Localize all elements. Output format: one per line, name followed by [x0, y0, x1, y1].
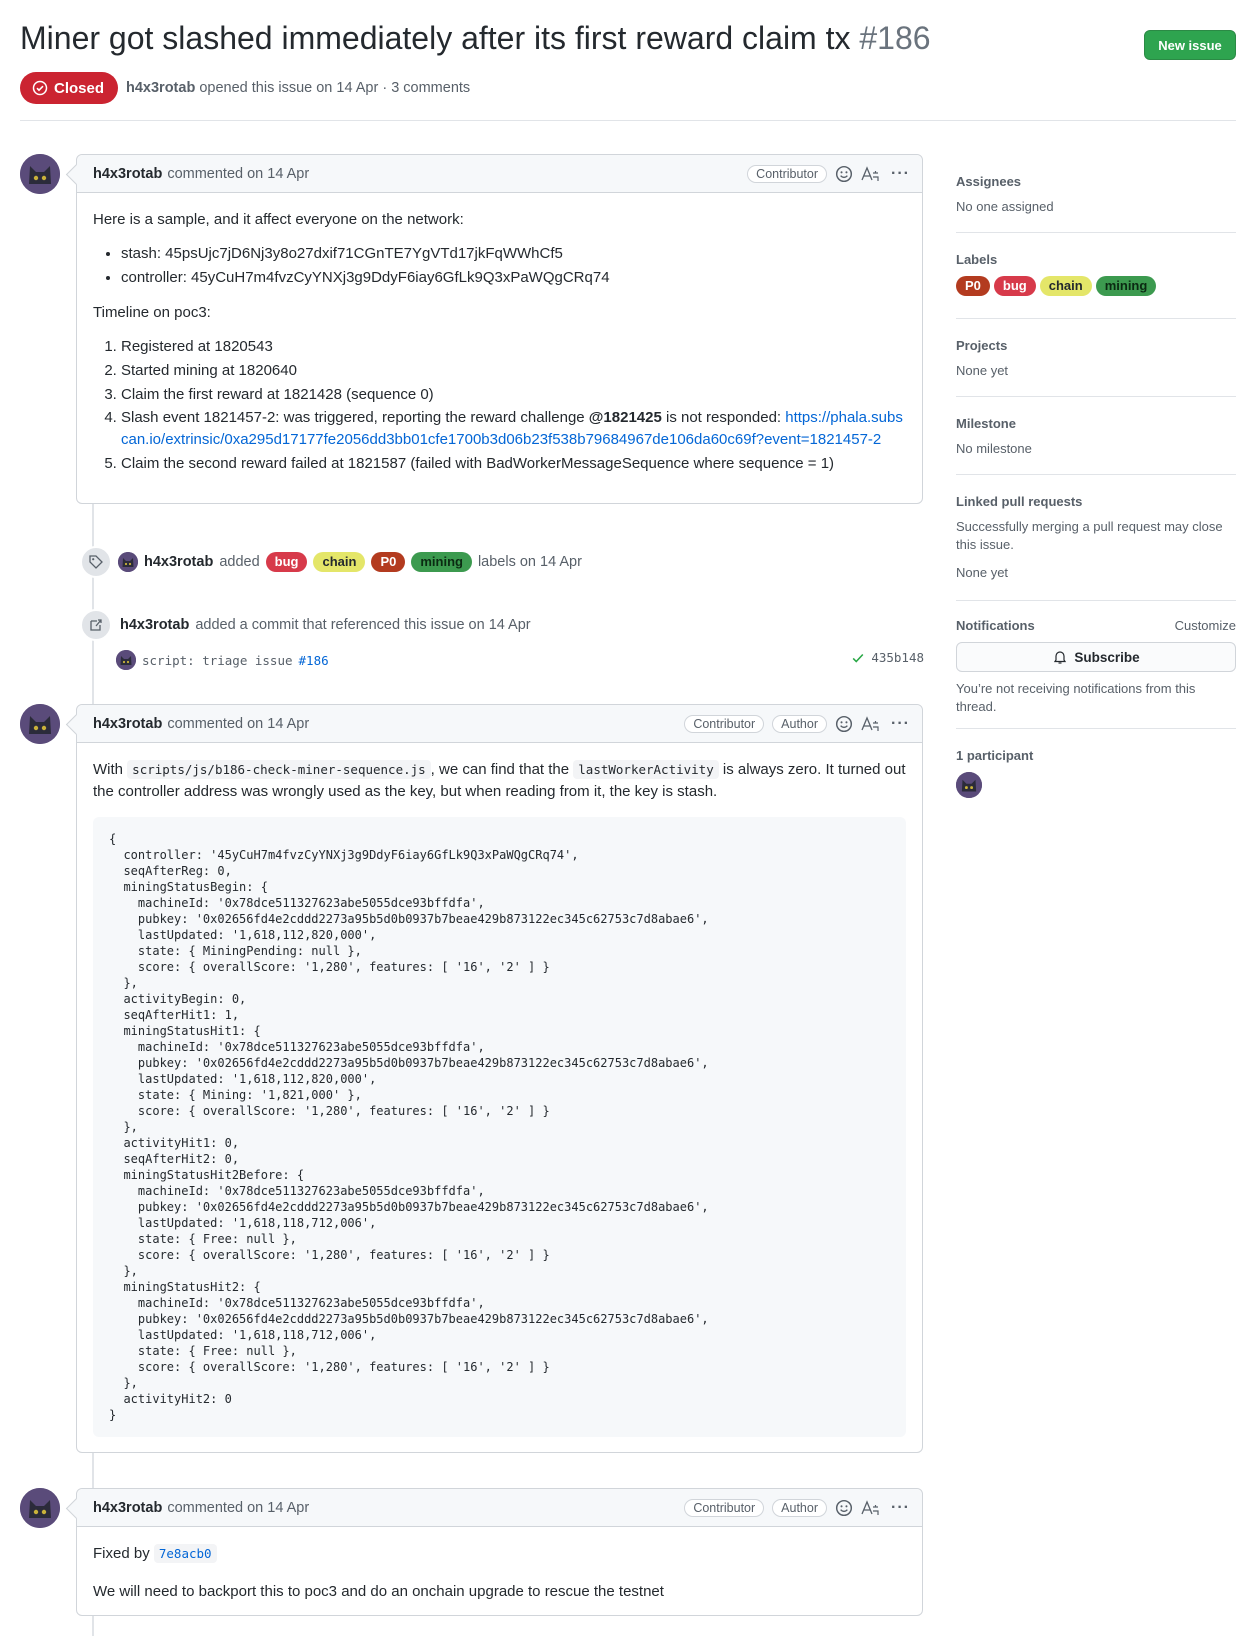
translate-icon[interactable] — [861, 165, 879, 183]
script-path-code: scripts/js/b186-check-miner-sequence.js — [127, 760, 431, 779]
cat-avatar-icon — [20, 154, 60, 194]
avatar[interactable] — [20, 154, 60, 194]
customize-link[interactable]: Customize — [1174, 618, 1236, 633]
label-p0[interactable]: P0 — [371, 552, 405, 572]
milestone-title[interactable]: Milestone — [956, 416, 1016, 431]
timeline-steps — [93, 336, 906, 475]
assignees-value: No one assigned — [956, 199, 1054, 214]
milestone-value: No milestone — [956, 441, 1032, 456]
list-item: • stash: 45psUjc7jD6Nj3y8o27dxif71CGnTE7YgVTd17jkFqWWhCf5 — [121, 243, 906, 265]
issue-author-link[interactable]: h4x3rotab — [126, 80, 196, 96]
field-name-code: lastWorkerActivity — [573, 760, 718, 779]
text-part: is always zero. It turned out the controller address was wrongly used as the key, but when reading from it, the key is stash. — [93, 761, 906, 800]
issue-state-badge — [20, 72, 118, 104]
translate-icon[interactable] — [861, 1499, 879, 1517]
commit-message[interactable]: script: triage issue — [142, 652, 293, 668]
comment-author[interactable]: h4x3rotab — [93, 1499, 163, 1516]
avatar[interactable] — [118, 552, 138, 572]
sidebar-divider — [956, 396, 1236, 397]
sidebar-linked-prs — [956, 494, 1236, 583]
issue-title — [20, 18, 931, 60]
avatar[interactable] — [20, 1488, 60, 1528]
subscribe-button[interactable] — [956, 642, 1236, 672]
step4-tail: is not responded: — [666, 409, 782, 427]
cat-avatar-icon — [20, 704, 60, 744]
smiley-icon[interactable] — [835, 715, 853, 733]
tag-icon — [80, 546, 112, 578]
label-p0[interactable]: P0 — [956, 276, 990, 296]
check-icon — [851, 651, 865, 665]
contributor-badge: Contributor — [747, 165, 827, 183]
comment-date[interactable]: commented on 14 Apr — [167, 715, 310, 732]
sidebar-participants — [956, 748, 1236, 798]
header-divider — [20, 120, 1236, 121]
commit-row — [116, 650, 924, 670]
avatar[interactable] — [956, 772, 982, 798]
commit-event — [80, 609, 531, 641]
cross-reference-icon — [80, 609, 112, 641]
assignees-title[interactable]: Assignees — [956, 174, 1022, 189]
comment-header — [77, 1489, 922, 1527]
label-mining[interactable]: mining — [1096, 276, 1157, 296]
contributor-badge: Contributor — [684, 1499, 764, 1517]
comment-actions — [747, 155, 910, 193]
comment-intro: Here is a sample, and it affect everyone on the network: — [93, 211, 464, 228]
block-mention: @1821425 — [588, 409, 662, 427]
code-block: { controller: '45yCuH7m4fvzCyYNXj3g9DdyF6iay6GfLk9Q3xPaWQgCRq74', seqAfterReg: 0, miningStatusBegin: { machineId: '0x78dce511327623abe5055dce93bffdfa', pubkey: '0x02656fd4e2cddd2273a95b5d0b0937b7beae429b873122ec345c62753c7d8abae6', lastUpdated: '1,618,112,820,000', state: { MiningPending: null }, score: { overallScore: '1,280', features: [ '16', '2' ] } }, activityBegin: 0, seqAfterHit1: 1, miningStatusHit1: { machineId: '0x78dce511327623abe5055dce93bffdfa', pubkey: '0x02656fd4e2cddd2273a95b5d0b0937b7beae429b873122ec345c62753c7d8abae6', lastUpdated: '1,618,112,820,000', state: { Mining: '1,821,000' }, score: { overallScore: '1,280', features: [ '16', '2' ] } }, activityHit1: 0, seqAfterHit2: 0, miningStatusHit2Before: { machineId: '0x78dce511327623abe5055dce93bffdfa', pubkey: '0x02656fd4e2cddd2273a95b5d0b0937b7beae429b873122ec345c62753c7d8abae6', lastUpdated: '1,618,118,712,006', state: { Free: null }, score: { overallScore: '1,280', features: [ '16', '2' ] } }, miningStatusHit2: { machineId: '0x78dce511327623abe5055dce93bffdfa', pubkey: '0x02656fd4e2cddd2273a95b5d0b0937b7beae429b873122ec345c62753c7d8abae6', lastUpdated: '1,618,118,712,006', state: { Free: null }, score: { overallScore: '1,280', features: [ '16', '2' ] } }, activityHit2: 0 } — [93, 817, 906, 1437]
sidebar-labels — [956, 252, 1236, 296]
translate-icon[interactable] — [861, 715, 879, 733]
issue-state-label: Closed — [54, 79, 105, 97]
notifications-desc: You’re not receiving notifications from this thread. — [956, 681, 1196, 715]
projects-title[interactable]: Projects — [956, 338, 1008, 353]
bell-icon — [1052, 649, 1068, 665]
comment-header — [77, 705, 922, 743]
commit-sha-group — [851, 650, 924, 665]
commit-sha[interactable]: 435b148 — [871, 650, 924, 665]
comment-body — [77, 743, 922, 1453]
comment-paragraph — [93, 759, 906, 803]
list-item: 3. Claim the first reward at 1821428 (sequence 0) — [121, 384, 906, 406]
sidebar-milestone — [956, 416, 1236, 458]
subscan-link[interactable]: https://phala.subscan.io/extrinsic/0xa295d17177fe2056dd3bb01cfe1700b3d06b23f538b79684967de106da60c69f?event=1821457-2 — [121, 409, 903, 448]
label-bug[interactable]: bug — [994, 276, 1036, 296]
comment-2 — [76, 704, 923, 1453]
cat-avatar-icon — [20, 1488, 60, 1528]
contributor-badge: Contributor — [684, 715, 764, 733]
sidebar-projects — [956, 338, 1236, 380]
more-options-icon[interactable]: ··· — [891, 165, 910, 182]
timeline-heading: Timeline on poc3: — [93, 304, 211, 322]
more-options-icon[interactable]: ··· — [891, 1499, 910, 1516]
label-bug[interactable]: bug — [266, 552, 308, 572]
list-item: 5. Claim the second reward failed at 1821587 (failed with BadWorkerMessageSequence where sequence = 1) — [121, 453, 906, 475]
label-chain[interactable]: chain — [1040, 276, 1092, 296]
address-list — [93, 243, 906, 289]
comment-text: We will need to backport this to poc3 and do an onchain upgrade to rescue the testnet — [93, 1582, 664, 1600]
labels-list — [956, 276, 1236, 296]
comment-date[interactable]: commented on 14 Apr — [167, 165, 310, 182]
sidebar-notifications — [956, 618, 1236, 716]
labels-event — [80, 546, 582, 578]
linked-prs-title[interactable]: Linked pull requests — [956, 494, 1083, 509]
comment-3 — [76, 1488, 923, 1616]
participants-title: 1 participant — [956, 748, 1034, 763]
new-issue-button[interactable]: New issue — [1144, 30, 1236, 60]
label-mining[interactable]: mining — [411, 552, 472, 572]
sidebar-divider — [956, 600, 1236, 601]
issue-opened-text: opened this issue on 14 Apr · 3 comments — [199, 80, 471, 96]
linked-prs-desc: Successfully merging a pull request may close this issue. — [956, 519, 1223, 553]
label-chain[interactable]: chain — [313, 552, 365, 572]
list-item: • controller: 45yCuH7m4fvzCyYNXj3g9DdyF6iay6GfLk9Q3xPaWQgCRq74 — [121, 267, 906, 289]
fixed-by-line — [93, 1543, 906, 1565]
linked-prs-value: None yet — [956, 565, 1009, 581]
notifications-title: Notifications — [956, 618, 1035, 633]
commit-event-text: added a commit that referenced this issue on 14 Apr — [195, 617, 531, 633]
sidebar-divider — [956, 232, 1236, 233]
list-item: 2. Started mining at 1820640 — [121, 360, 906, 382]
comment-date[interactable]: commented on 14 Apr — [167, 1499, 310, 1516]
subscribe-label: Subscribe — [1074, 649, 1140, 665]
step4-text: Slash event 1821457-2: was triggered, reporting the reward challenge — [121, 409, 585, 427]
sidebar-divider — [956, 318, 1236, 319]
fixed-commit-link[interactable]: 7e8acb0 — [154, 1544, 217, 1563]
event-suffix: labels on 14 Apr — [477, 554, 582, 570]
projects-value: None yet — [956, 363, 1009, 378]
commit-issue-ref[interactable]: #186 — [298, 652, 329, 668]
comment-author[interactable]: h4x3rotab — [93, 715, 163, 732]
list-item: 1. Registered at 1820543 — [121, 336, 906, 358]
issue-meta — [126, 80, 470, 96]
comment-body — [77, 1527, 922, 1631]
sidebar-divider — [956, 474, 1236, 475]
comment-1 — [76, 154, 923, 504]
author-badge: Author — [772, 715, 827, 733]
issue-number: #186 — [859, 20, 931, 56]
author-badge: Author — [772, 1499, 827, 1517]
comment-actions — [684, 705, 910, 743]
sidebar-divider — [956, 728, 1236, 729]
text-part: , we can find that the — [430, 761, 570, 778]
comment-body — [77, 193, 922, 505]
closed-issue-icon — [32, 80, 48, 96]
smiley-icon[interactable] — [835, 165, 853, 183]
labels-title[interactable]: Labels — [956, 252, 998, 267]
event-verb: added — [219, 554, 260, 570]
issue-title-text: Miner got slashed immediately after its first reward claim tx — [20, 20, 851, 56]
list-item — [121, 407, 906, 451]
smiley-icon[interactable] — [835, 1499, 853, 1517]
sidebar-assignees — [956, 174, 1236, 216]
text-part: With — [93, 761, 123, 778]
comment-author[interactable]: h4x3rotab — [93, 165, 163, 182]
more-options-icon[interactable]: ··· — [891, 715, 910, 732]
comment-actions — [684, 1489, 910, 1527]
fixed-by-text: Fixed by — [93, 1545, 150, 1562]
avatar[interactable] — [116, 650, 136, 670]
comment-header — [77, 155, 922, 193]
event-actor[interactable]: h4x3rotab — [144, 554, 214, 570]
avatar[interactable] — [20, 704, 60, 744]
event-actor[interactable]: h4x3rotab — [120, 617, 190, 633]
